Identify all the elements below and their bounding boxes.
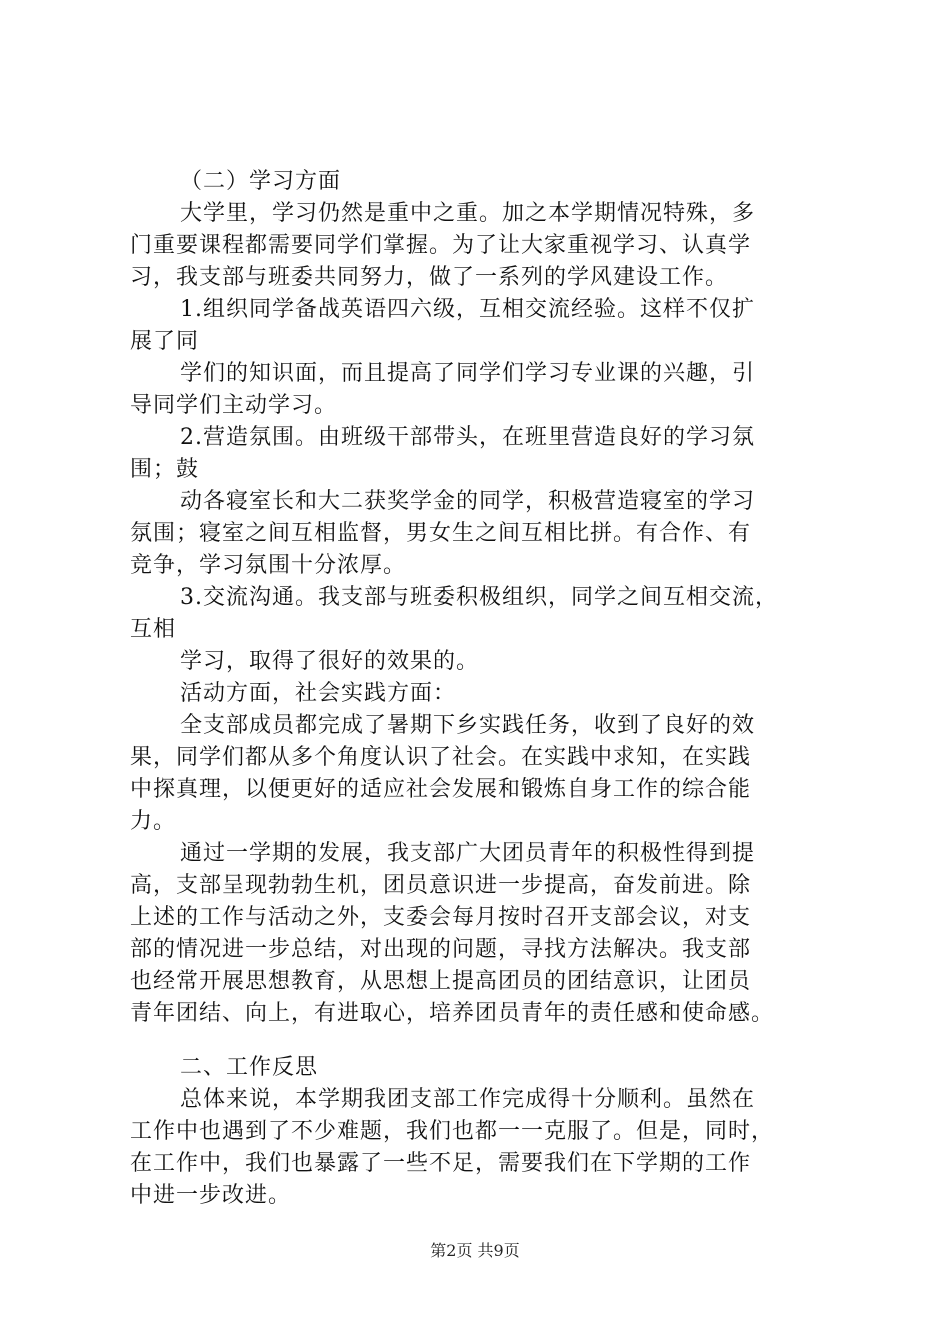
text-line: 上述的工作与活动之外，支委会每月按时召开支部会议，对支 <box>130 905 752 930</box>
document-body <box>130 166 842 1212</box>
text-line: 通过一学期的发展，我支部广大团员青年的积极性得到提 <box>180 841 756 866</box>
text-line: 导同学们主动学习。 <box>130 393 338 418</box>
page-number: 第2页 共9页 <box>430 1241 520 1260</box>
text-line: 互相 <box>130 617 177 642</box>
text-line: 中探真理，以便更好的适应社会发展和锻炼自身工作的综合能 <box>130 777 752 802</box>
text-line: 2.营造氛围。由班级干部带头，在班里营造良好的学习氛 <box>180 425 755 450</box>
text-line: 青年团结、向上，有进取心，培养团员青年的责任感和使命感。 <box>130 1001 775 1026</box>
page-footer <box>0 1241 950 1261</box>
text-line: 大学里，学习仍然是重中之重。加之本学期情况特殊，多 <box>180 201 756 226</box>
text-line: 也经常开展思想教育，从思想上提高团员的团结意识，让团员 <box>130 969 752 994</box>
text-line: 竞争，学习氛围十分浓厚。 <box>130 553 407 578</box>
text-line: 全支部成员都完成了暑期下乡实践任务，收到了良好的效 <box>180 713 756 738</box>
text-line: （二）学习方面 <box>180 169 342 194</box>
text-line: 部的情况进一步总结，对出现的问题，寻找方法解决。我支部 <box>130 937 752 962</box>
text-line: 习，我支部与班委共同努力，做了一系列的学风建设工作。 <box>130 265 729 290</box>
text-line: 工作中也遇到了不少难题，我们也都一一克服了。但是，同时， <box>130 1119 775 1144</box>
text-line: 二、工作反思 <box>180 1055 319 1080</box>
text-line: 活动方面，社会实践方面： <box>180 681 457 706</box>
text-line: 在工作中，我们也暴露了一些不足，需要我们在下学期的工作 <box>130 1151 752 1176</box>
text-line: 力。 <box>130 809 177 834</box>
text-line: 中进一步改进。 <box>130 1183 292 1208</box>
text-line: 学们的知识面，而且提高了同学们学习专业课的兴趣，引 <box>180 361 756 386</box>
text-line: 门重要课程都需要同学们掌握。为了让大家重视学习、认真学 <box>130 233 752 258</box>
text-line: 学习，取得了很好的效果的。 <box>180 649 480 674</box>
text-line: 3.交流沟通。我支部与班委积极组织，同学之间互相交流， <box>180 585 778 610</box>
text-line: 果，同学们都从多个角度认识了社会。在实践中求知，在实践 <box>130 745 752 770</box>
text-line: 展了同 <box>130 329 200 354</box>
text-line: 总体来说，本学期我团支部工作完成得十分顺利。虽然在 <box>180 1087 756 1112</box>
text-line: 围；鼓 <box>130 457 200 482</box>
text-line: 高，支部呈现勃勃生机，团员意识进一步提高，奋发前进。除 <box>130 873 752 898</box>
text-line: 动各寝室长和大二获奖学金的同学，积极营造寝室的学习 <box>180 489 756 514</box>
paragraph-spacer <box>130 1030 842 1052</box>
text-line: 氛围；寝室之间互相监督，男女生之间互相比拼。有合作、有 <box>130 521 752 546</box>
text-line: 1.组织同学备战英语四六级，互相交流经验。这样不仅扩 <box>180 297 755 322</box>
